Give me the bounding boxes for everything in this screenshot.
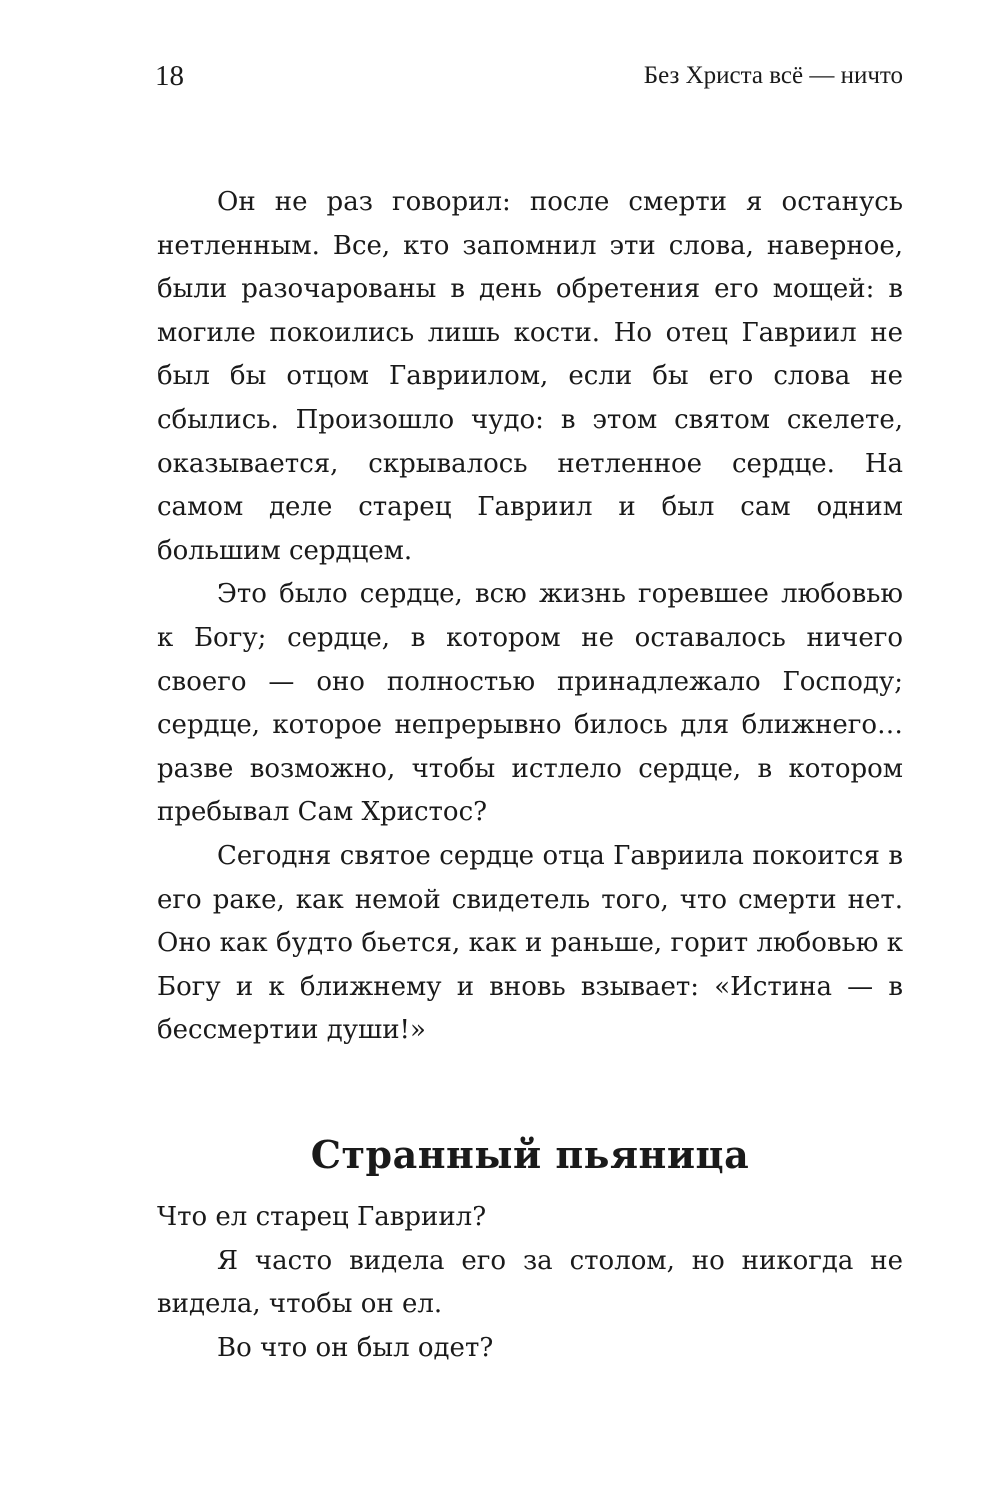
section-heading: Странный пьяница — [310, 1131, 750, 1177]
body-text-part2 — [157, 1196, 903, 1370]
body-text-part1 — [157, 181, 903, 1053]
paragraph: Что ел старец Гавриил? — [157, 1202, 487, 1232]
paragraph: Я часто видела его за столом, но никогда не видела, чтобы он ел. — [157, 1245, 903, 1320]
paragraph: Во что он был одет? — [217, 1332, 494, 1363]
paragraph: Сегодня святое сердце отца Гавриила покоится в его раке, как немой свидетель того, что смерти нет. Оно как будто бьется, как и раньше, горит любовью к Богу и к ближнему и вновь взывает: «Истина — в бессмертии души!» — [157, 840, 903, 1046]
running-title: Без Христа всё — ничто — [643, 62, 903, 89]
paragraph: Это было сердце, всю жизнь горевшее любовью к Богу; сердце, в котором не оставалось ничего своего — оно полностью принадлежало Господу; сердце, которое непрерывно билось для ближнего… разве возможно, чтобы истлело сердце, в котором пребывал Сам Христос? — [157, 579, 903, 828]
paragraph: Он не раз говорил: после смерти я останусь нетленным. Все, кто запомнил эти слова, наверное, были разочарованы в день обретения его мощей: в могиле покоились лишь кости. Но отец Гавриил не был бы отцом Гавриилом, если бы его слова не сбылись. Произошло чудо: в этом святом скелете, оказывается, скрывалось нетленное сердце. На самом деле старец Гавриил и был сам одним большим сердцем. — [157, 187, 903, 566]
running-head — [155, 58, 903, 98]
page-number: 18 — [155, 60, 184, 92]
